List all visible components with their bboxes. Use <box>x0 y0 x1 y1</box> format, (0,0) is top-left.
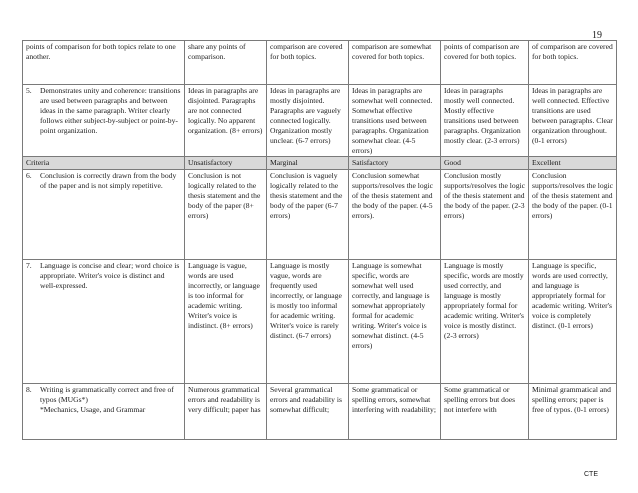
rating-cell-satisfactory: comparison are somewhat covered for both topics. <box>349 41 441 85</box>
rating-cell-unsatisfactory: share any points of comparison. <box>185 41 267 85</box>
rating-cell-satisfactory: Conclusion somewhat supports/resolves the logic of the thesis statement and the body of the paper. (4-5 errors). <box>349 170 441 260</box>
criterion-text: Language is concise and clear; word choice is appropriate. Writer's voice is distinct and well-expressed. <box>40 261 180 290</box>
rubric-table <box>22 156 617 440</box>
rating-cell-marginal: Several grammatical errors and readability is somewhat difficult; <box>267 384 349 440</box>
criterion-number: 7. <box>26 261 32 270</box>
rating-cell-satisfactory: Language is somewhat specific, words are somewhat well used correctly, and language is somewhat appropriately formal for academic writing. Writer's voice is somewhat distinct. (4-5 errors) <box>349 260 441 384</box>
criterion-cell <box>23 85 185 159</box>
rating-cell-excellent: Ideas in paragraphs are well connected. Effective transitions are used between paragraphs. Clear organization throughout. (0-1 errors) <box>529 85 617 159</box>
criterion-cell: points of comparison for both topics relate to one another. <box>23 41 185 85</box>
rating-cell-marginal: Ideas in paragraphs are mostly disjointed. Paragraphs are vaguely connected logically. Organization mostly unclear. (6-7 errors) <box>267 85 349 159</box>
criterion-number: 8. <box>26 385 32 394</box>
header-good: Good <box>441 157 529 170</box>
header-marginal: Marginal <box>267 157 349 170</box>
rating-cell-satisfactory: Some grammatical or spelling errors, somewhat interfering with readability; <box>349 384 441 440</box>
rating-cell-excellent: Minimal grammatical and spelling errors; paper is free of typos. (0-1 errors) <box>529 384 617 440</box>
table-row <box>23 384 617 440</box>
criterion-text: Conclusion is correctly drawn from the body of the paper and is not simply repetitive. <box>40 171 177 190</box>
table-row <box>23 85 617 159</box>
rating-cell-excellent: Conclusion supports/resolves the logic of the thesis statement and the body of the paper. (0-1 errors) <box>529 170 617 260</box>
rating-cell-good: Conclusion mostly supports/resolves the logic of the thesis statement and the body of the paper. (2-3 errors) <box>441 170 529 260</box>
header-criteria: Criteria <box>23 157 185 170</box>
rating-cell-good: points of comparison are covered for both topics. <box>441 41 529 85</box>
rating-cell-unsatisfactory: Language is vague, words are used incorrectly, or language is too informal for academic writing. Writer's voice is indistinct. (8+ errors) <box>185 260 267 384</box>
table-row <box>23 41 617 85</box>
criterion-cell <box>23 260 185 384</box>
rating-cell-marginal: Language is mostly vague, words are frequently used incorrectly, or language is mostly too informal for academic writing. Writer's voice is rarely distinct. (6-7 errors) <box>267 260 349 384</box>
rating-cell-satisfactory: Ideas in paragraphs are somewhat well connected. Somewhat effective transitions used between paragraphs. Organization somewhat clear. (4-5 errors) <box>349 85 441 159</box>
rating-cell-unsatisfactory: Conclusion is not logically related to the thesis statement and the body of the paper (8+ errors) <box>185 170 267 260</box>
header-excellent: Excellent <box>529 157 617 170</box>
rating-cell-good: Ideas in paragraphs mostly well connected. Mostly effective transitions used between paragraphs. Organization mostly clear. (2-3 errors) <box>441 85 529 159</box>
criterion-number: 5. <box>26 86 32 95</box>
footer-label: CTE <box>584 471 598 478</box>
table-header-row <box>23 157 617 170</box>
page-number: 19 <box>592 30 602 41</box>
criterion-text: Writing is grammatically correct and free of typos (MUGs*) <box>40 385 174 404</box>
header-satisfactory: Satisfactory <box>349 157 441 170</box>
criterion-text: Demonstrates unity and coherence: transitions are used between paragraphs and between ideas in the same paragraph. Writer clearly follows either subject-by-subject or point-by-point organization. <box>40 86 181 135</box>
criterion-cell <box>23 384 185 440</box>
table-row <box>23 260 617 384</box>
rating-cell-good: Language is mostly specific, words are mostly used correctly, and language is mostly appropriately formal for academic writing. Writer's voice is mostly distinct. (2-3 errors) <box>441 260 529 384</box>
rubric-table-continued <box>22 40 617 159</box>
header-unsatisfactory: Unsatisfactory <box>185 157 267 170</box>
rating-cell-unsatisfactory: Numerous grammatical errors and readability is very difficult; paper has <box>185 384 267 440</box>
rating-cell-marginal: comparison are covered for both topics. <box>267 41 349 85</box>
rating-cell-good: Some grammatical or spelling errors but does not interfere with <box>441 384 529 440</box>
rating-cell-excellent: Language is specific, words are used correctly, and language is appropriately formal for academic writing. Writer's voice is completely distinct. (0-1 errors) <box>529 260 617 384</box>
table-row <box>23 170 617 260</box>
rating-cell-marginal: Conclusion is vaguely logically related to the thesis statement and the body of the paper (6-7 errors) <box>267 170 349 260</box>
criterion-number: 6. <box>26 171 32 180</box>
criterion-note: *Mechanics, Usage, and Grammar <box>40 405 146 414</box>
rating-cell-unsatisfactory: Ideas in paragraphs are disjointed. Paragraphs are not connected logically. No apparent organization. (8+ errors) <box>185 85 267 159</box>
criterion-cell <box>23 170 185 260</box>
rating-cell-excellent: of comparison are covered for both topics. <box>529 41 617 85</box>
